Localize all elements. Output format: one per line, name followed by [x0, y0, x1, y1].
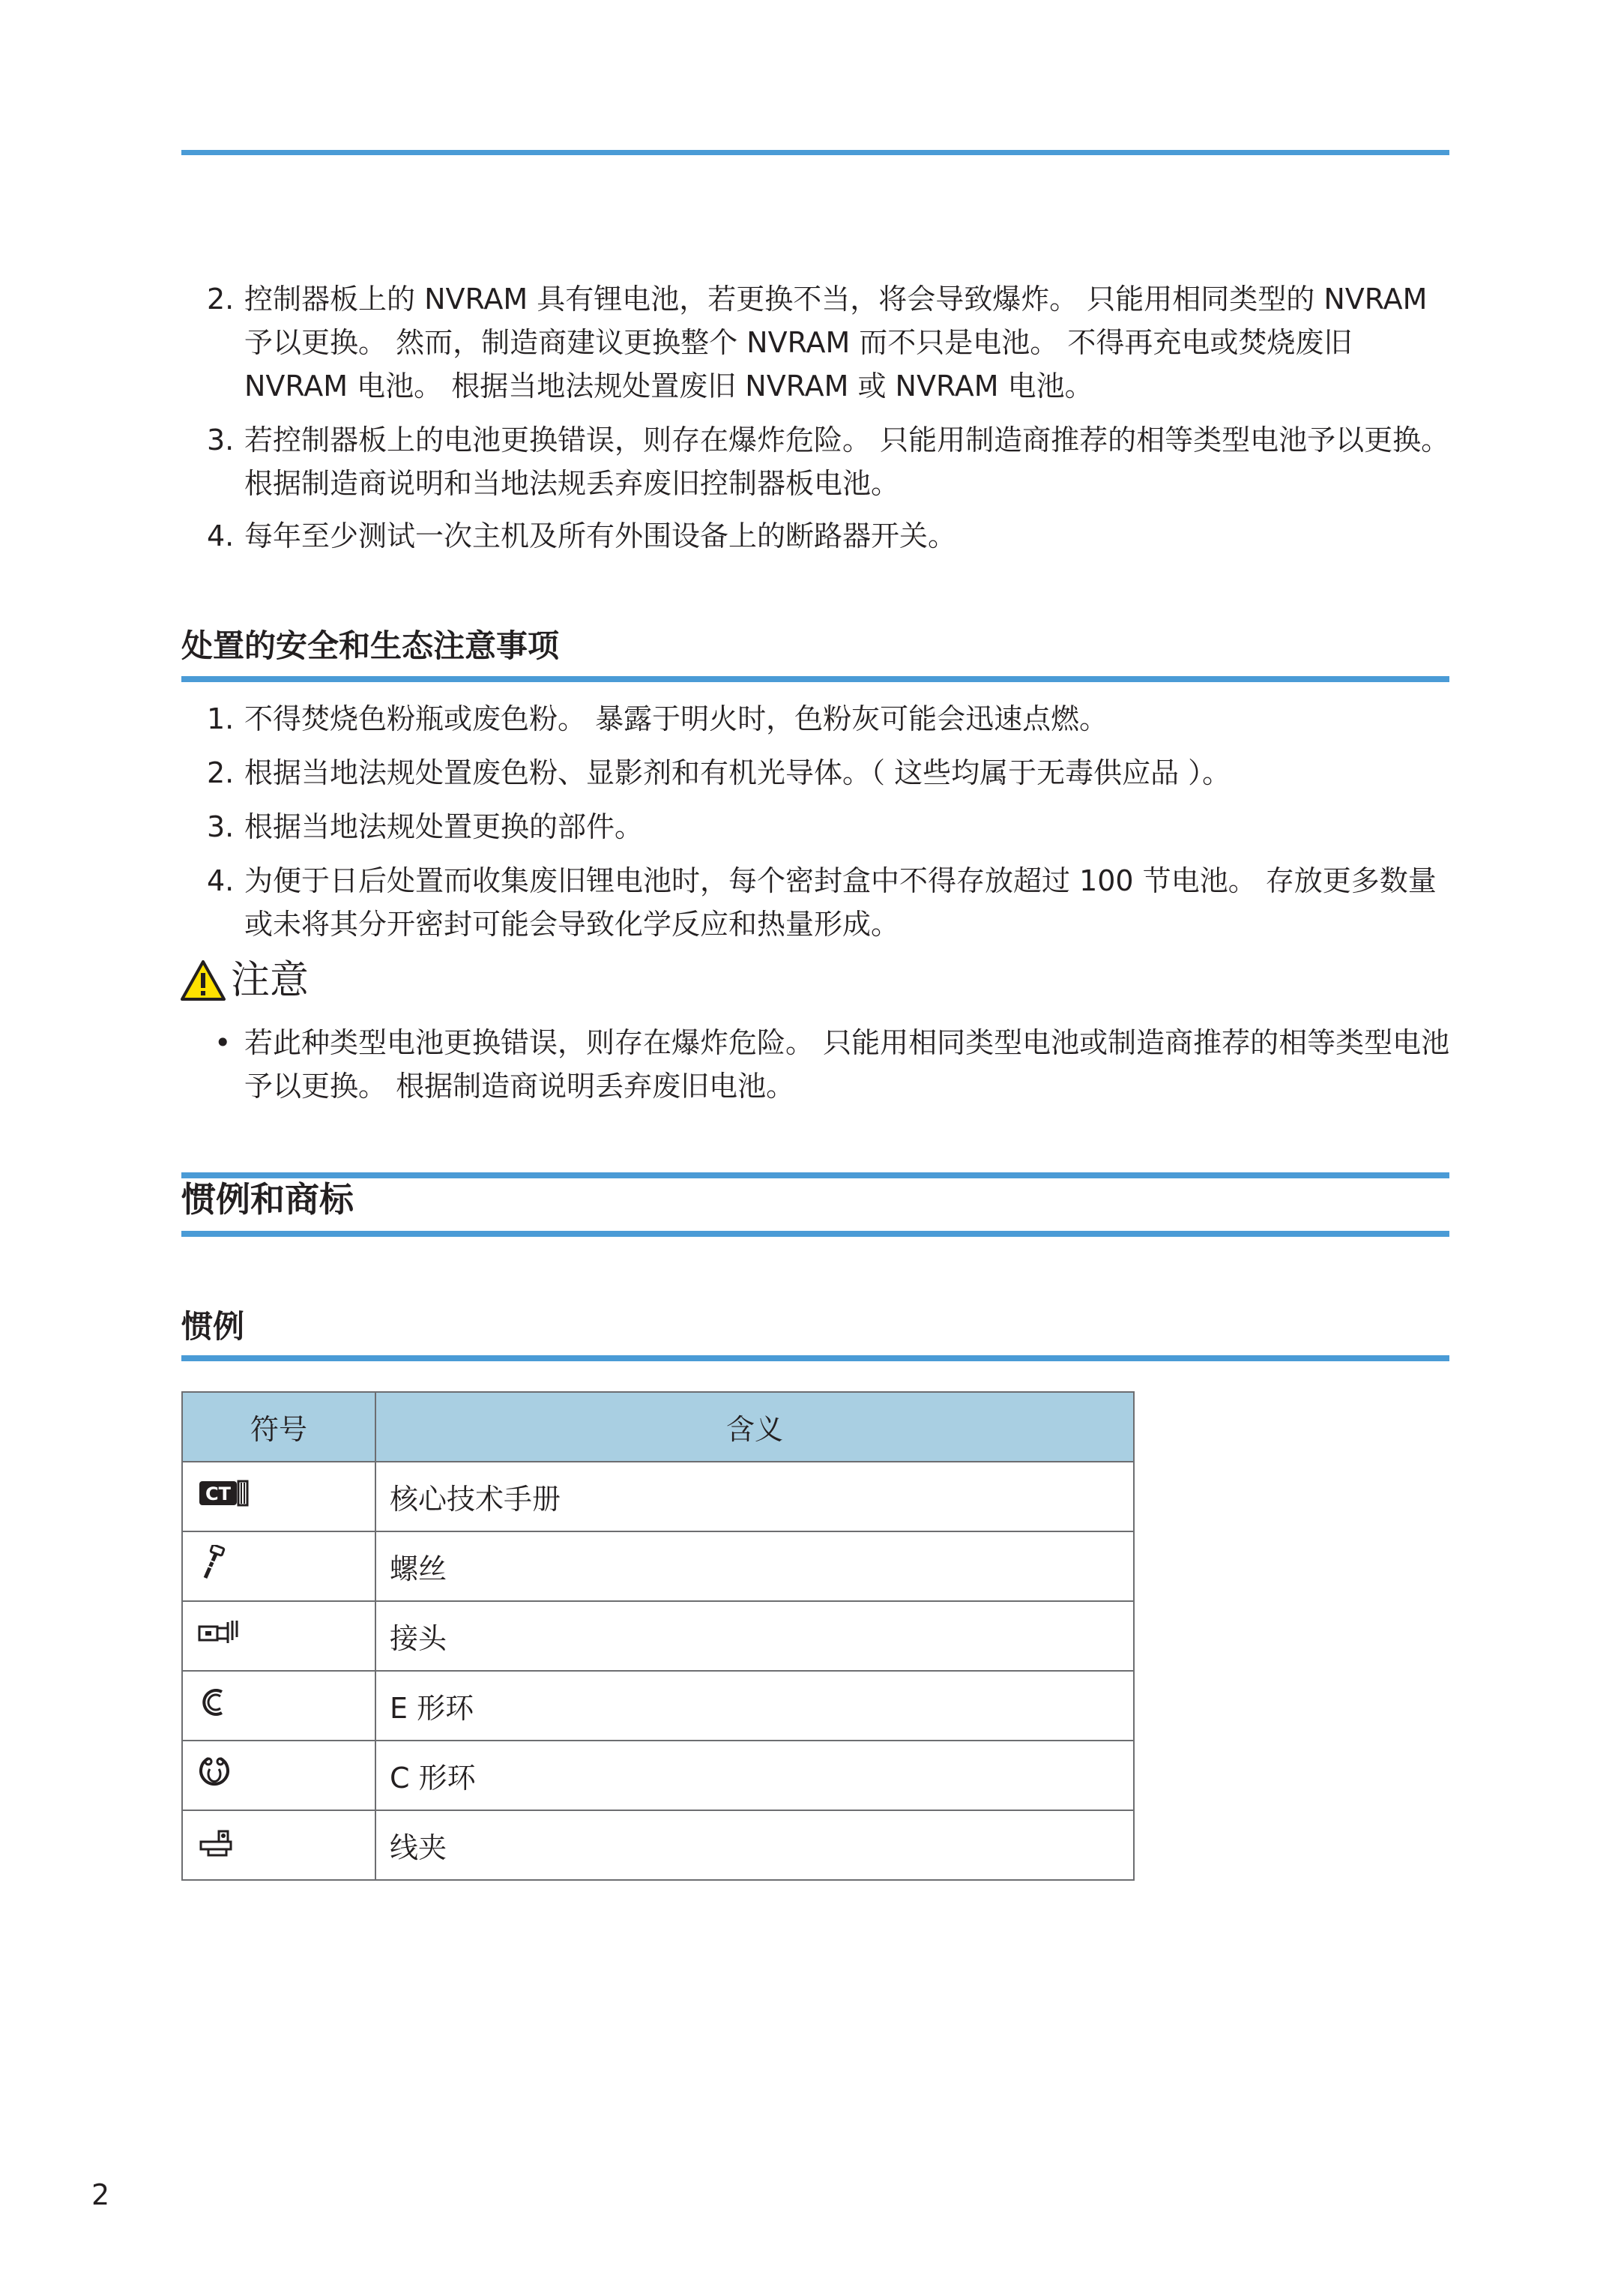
list-item	[207, 418, 1451, 505]
list-item-text: 控制器板上的 NVRAM 具有锂电池，若更换不当，将会导致爆炸。 只能用相同类型的 NVRAM 予以更换。 然而，制造商建议更换整个 NVRAM 而不只是电池。 不得再充电或焚烧废旧 NVRAM 电池。 根据当地法规处置废旧 NVRAM 或 NVRAM 电池。	[244, 283, 1428, 403]
meaning-cell: C 形环	[375, 1741, 1134, 1810]
symbol-cell	[182, 1601, 375, 1671]
icon-label: CT	[205, 1483, 231, 1504]
symbol-cell	[182, 1741, 375, 1810]
table-row	[182, 1671, 1134, 1741]
subsection-rule	[181, 1355, 1449, 1361]
list-item	[207, 277, 1451, 408]
clamp-icon	[198, 1825, 237, 1858]
caution-text: 若此种类型电池更换错误，则存在爆炸危险。 只能用相同类型电池或制造商推荐的相等类型电池予以更换。 根据制造商说明丢弃废旧电池。	[244, 1026, 1450, 1103]
page-number: 2	[91, 2178, 110, 2211]
meaning-cell: 螺丝	[375, 1531, 1134, 1601]
caution-heading	[180, 953, 309, 1007]
e-ring-icon	[198, 1686, 228, 1719]
list-item	[207, 697, 1451, 741]
symbol-cell	[182, 1810, 375, 1880]
symbol-cell	[182, 1531, 375, 1601]
column-header-meaning: 含义	[375, 1392, 1134, 1462]
bullet: •	[214, 1026, 232, 1059]
list-item-number: 1.	[207, 702, 235, 735]
list-item-number: 3.	[207, 424, 235, 457]
list-item	[207, 751, 1451, 795]
table-row	[182, 1601, 1134, 1671]
list-item-number: 3.	[207, 810, 235, 843]
list-item-number: 2.	[207, 756, 235, 789]
list-item-text: 根据当地法规处置废色粉、显影剂和有机光导体。（ 这些均属于无毒供应品 ）。	[244, 756, 1231, 789]
section-title: 惯例和商标	[181, 1179, 354, 1220]
table-header-row	[182, 1392, 1134, 1462]
core-technology-manual-icon	[198, 1478, 250, 1508]
list-item-text: 若控制器板上的电池更换错误，则存在爆炸危险。 只能用制造商推荐的相等类型电池予以更换。 根据制造商说明和当地法规丢弃废旧控制器板电池。	[244, 424, 1450, 500]
meaning-cell: 线夹	[375, 1810, 1134, 1880]
list-item-number: 2.	[207, 283, 235, 316]
caution-item	[207, 1021, 1451, 1108]
connector-icon	[198, 1618, 240, 1648]
warning-triangle-icon	[180, 959, 226, 1001]
list-item	[207, 859, 1451, 946]
list-item-number: 4.	[207, 519, 235, 552]
subsection-heading-conventions: 惯例	[181, 1308, 245, 1345]
section-heading-disposal: 处置的安全和生态注意事项	[181, 627, 560, 664]
section-rule-bottom	[181, 1231, 1449, 1237]
list-item-text: 每年至少测试一次主机及所有外围设备上的断路器开关。	[244, 519, 957, 552]
list-item	[207, 805, 1451, 849]
list-item-text: 为便于日后处置而收集废旧锂电池时，每个密封盒中不得存放超过 100 节电池。 存放更多数量或未将其分开密封可能会导致化学反应和热量形成。	[244, 864, 1437, 941]
symbol-cell	[182, 1671, 375, 1741]
caution-title: 注意	[231, 958, 310, 1003]
table-row	[182, 1741, 1134, 1810]
section-rule	[181, 676, 1449, 682]
meaning-cell: 核心技术手册	[375, 1462, 1134, 1531]
screw-icon	[198, 1545, 228, 1581]
list-item-text: 根据当地法规处置更换的部件。	[244, 810, 644, 843]
table-row	[182, 1531, 1134, 1601]
list-item	[207, 514, 1451, 558]
c-ring-icon	[198, 1756, 231, 1789]
meaning-cell: E 形环	[375, 1671, 1134, 1741]
column-header-symbol: 符号	[182, 1392, 375, 1462]
section-rule-top	[181, 1172, 1449, 1178]
conventions-table	[181, 1391, 1135, 1881]
list-item-text: 不得焚烧色粉瓶或废色粉。 暴露于明火时，色粉灰可能会迅速点燃。	[244, 702, 1108, 735]
meaning-cell: 接头	[375, 1601, 1134, 1671]
list-item-number: 4.	[207, 864, 235, 897]
symbol-cell	[182, 1462, 375, 1531]
table-row	[182, 1810, 1134, 1880]
table-row	[182, 1462, 1134, 1531]
header-rule	[181, 150, 1449, 155]
